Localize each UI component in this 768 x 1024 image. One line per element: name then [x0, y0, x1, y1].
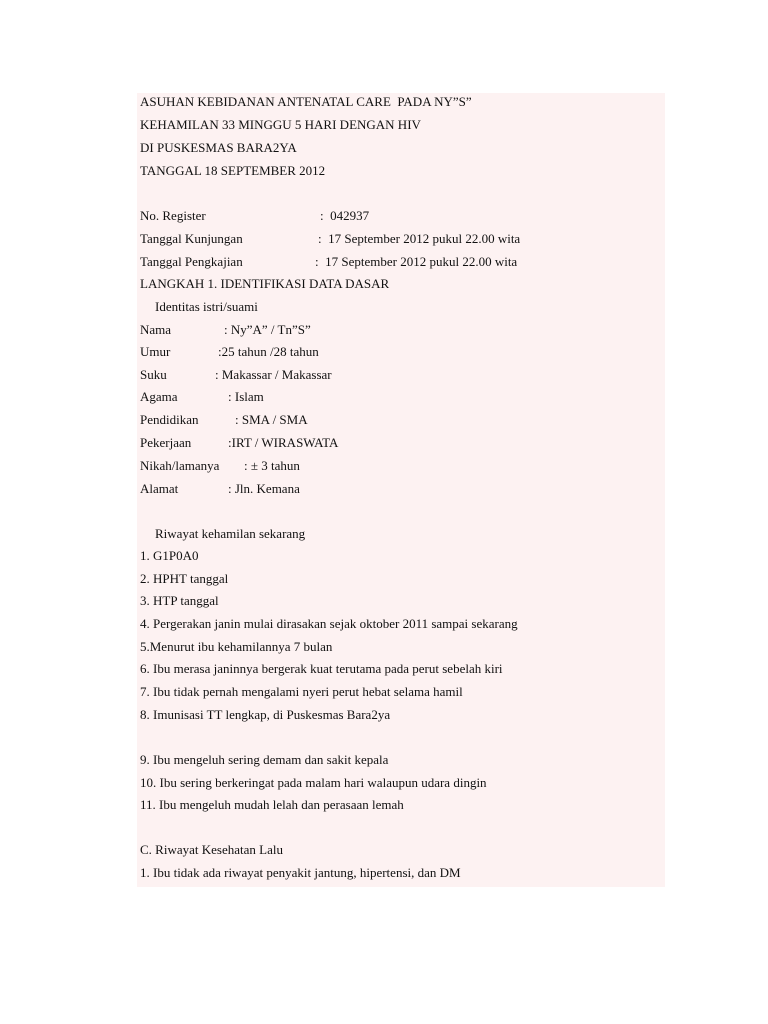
- register-value: : 042937: [320, 208, 370, 223]
- doc-title-line-1: ASUHAN KEBIDANAN ANTENATAL CARE PADA NY”S”: [140, 94, 472, 109]
- identity-value: : Jln. Kemana: [228, 481, 300, 496]
- identity-value: : Makassar / Makassar: [215, 367, 332, 382]
- identity-label: Suku: [140, 367, 167, 382]
- identity-value: :25 tahun /28 tahun: [218, 344, 319, 359]
- identity-label: Umur: [140, 344, 171, 359]
- list-item: 10. Ibu sering berkeringat pada malam hari walaupun udara dingin: [140, 775, 487, 790]
- list-item: 8. Imunisasi TT lengkap, di Puskesmas Bara2ya: [140, 707, 391, 722]
- identity-label: Alamat: [140, 481, 179, 496]
- list-item: 1. G1P0A0: [140, 548, 199, 563]
- identity-label: Pekerjaan: [140, 435, 192, 450]
- list-item: 4. Pergerakan janin mulai dirasakan sejak oktober 2011 sampai sekarang: [140, 616, 518, 631]
- visit-date-label: Tanggal Kunjungan: [140, 231, 243, 246]
- visit-date-value: : 17 September 2012 pukul 22.00 wita: [318, 231, 521, 246]
- list-item: 7. Ibu tidak pernah mengalami nyeri perut hebat selama hamil: [140, 684, 463, 699]
- assessment-date-label: Tanggal Pengkajian: [140, 254, 243, 269]
- identity-label: Pendidikan: [140, 412, 199, 427]
- list-item: 3. HTP tanggal: [140, 593, 219, 608]
- assessment-date-value: : 17 September 2012 pukul 22.00 wita: [315, 254, 518, 269]
- identity-label: Nikah/lamanya: [140, 458, 220, 473]
- identity-label: Agama: [140, 389, 178, 404]
- past-health-heading: C. Riwayat Kesehatan Lalu: [140, 842, 283, 857]
- list-item: 5.Menurut ibu kehamilannya 7 bulan: [140, 639, 333, 654]
- step-heading: LANGKAH 1. IDENTIFIKASI DATA DASAR: [140, 276, 390, 291]
- list-item: 11. Ibu mengeluh mudah lelah dan perasaan lemah: [140, 797, 404, 812]
- pregnancy-heading: Riwayat kehamilan sekarang: [155, 526, 306, 541]
- identity-value: :IRT / WIRASWATA: [228, 435, 339, 450]
- identity-heading: Identitas istri/suami: [155, 299, 258, 314]
- doc-title-line-3: DI PUSKESMAS BARA2YA: [140, 140, 297, 155]
- identity-row-address: [140, 481, 300, 529]
- identity-value: : SMA / SMA: [235, 412, 308, 427]
- register-label: No. Register: [140, 208, 206, 223]
- identity-value: : ± 3 tahun: [244, 458, 300, 473]
- list-item: 2. HPHT tanggal: [140, 571, 229, 586]
- identity-value: : Ny”A” / Tn”S”: [224, 322, 311, 337]
- list-item: 1. Ibu tidak ada riwayat penyakit jantung, hipertensi, dan DM: [140, 865, 461, 880]
- doc-title-line-4: TANGGAL 18 SEPTEMBER 2012: [140, 163, 326, 178]
- doc-title-line-2: KEHAMILAN 33 MINGGU 5 HARI DENGAN HIV: [140, 117, 421, 132]
- list-item: 9. Ibu mengeluh sering demam dan sakit kepala: [140, 752, 389, 767]
- list-item: 6. Ibu merasa janinnya bergerak kuat terutama pada perut sebelah kiri: [140, 661, 503, 676]
- identity-label: Nama: [140, 322, 172, 337]
- identity-value: : Islam: [228, 389, 264, 404]
